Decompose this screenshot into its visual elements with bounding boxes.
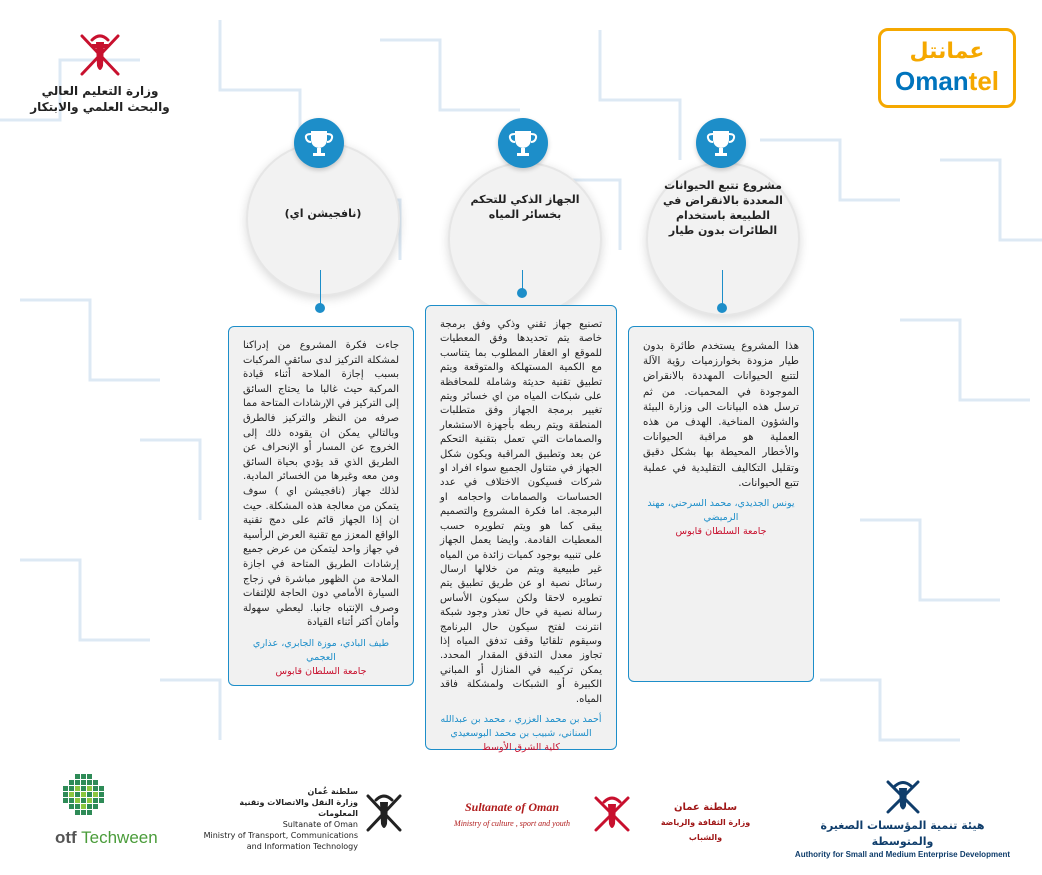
sme-authority-logo: [790, 776, 1015, 859]
project-2-title: الجهاز الذكي للتحكم بخسائر المياه: [470, 193, 580, 221]
omantel-logo-prefix: Oman: [894, 66, 969, 96]
culture-english-line2: Ministry of culture , sport and youth: [454, 819, 570, 828]
project-2-trophy-icon: [498, 118, 548, 168]
mtcit-logo: [198, 786, 418, 851]
mtcit-text: [198, 786, 358, 852]
project-1-institution: جامعة السلطان قابوس: [675, 526, 767, 538]
project-1-card: [628, 326, 814, 682]
omantel-logo-english: [881, 67, 1013, 95]
project-2-description: تصنيع جهاز تقني وذكي وفق برمجة خاصة يتم تحديدها وفق المعطيات للموقع او العقار المطلوب بما يتناسب مع الكمية المستهلكة والمتوقعة ويتم تطبيق تقنية حديثة وشاملة للمحافظة على شبكات المياه من اي خسائر ويتم تغيير برمجة الجهاز وفق متطلبات المنطقة ويتم ربطه بأجهزة الاستشعار والصمامات التي تعمل بتقنية التحكم عن بعد وتطبيق المراقبة ويكون شكل الجهاز في متناول الجميع سواء افراد او شركات فسيكون الاختلاف في عدد الحساسات والصمامات واحجامه او البرمجة. اما فكرة المشروع والتصميم يبقى كما هو ويتم تطويره حسب المعطيات القادمة. وايضا يعمل الجهاز على تنبيه بوجود كميات زائدة من المياه غير طبيعية ويتم من خلالها ارسال رسائل نصية او عن طريق تطبيق يتم تطويره لاحقا ولكن سيكون الأساس رسالة نصية في حال تعذر وجود شبكة انترنت لفتح سيكون حال البرنامج وسيقوم تلقائيا وقف تدفق المياه إذا تجاوز معدل التدفق المقدار المحدد. يمكن تركيبه في المنازل أو المباني الكبيرة أو الشبكات ولمشكلة فاقد المياه.: [440, 319, 602, 705]
project-3-title: (نافجيشن اي): [284, 207, 362, 220]
oman-crest-black-icon: [360, 788, 408, 838]
ministry-name-line2: والبحث العلمي والابتكار: [30, 100, 170, 114]
project-1-description: هذا المشروع يستخدم طائرة بدون طيار مزودة بخوارزميات رؤية الآلة لتتبع الحيوانات المهددة بالانقراض الموجودة في المحميات. من ثم ترسل هذه البيانات الى وزارة البيئة والشؤون المناخية. الهدف من هذه العملية هو مراقبة الحيوانات والأخطار المحيطة بها بشكل دقيق وتقليل التكاليف التقليدية في عملية تتبع الحيوانات.: [643, 340, 799, 489]
project-2-connector-dot: [517, 288, 527, 298]
otf-suffix: Techween: [81, 828, 158, 847]
omantel-logo-suffix: tel: [968, 66, 1000, 96]
ministry-higher-education-logo: [20, 28, 180, 118]
project-2-institution: كلية الشرق الأوسط: [482, 741, 560, 753]
otf-techween-wordmark: [55, 828, 175, 848]
otf-pixel-globe-icon: [61, 772, 105, 822]
project-1-title-circle: [646, 162, 800, 316]
project-1-connector-dot: [717, 303, 727, 313]
project-1-connector: [722, 270, 723, 306]
otf-techween-logo: [55, 772, 175, 852]
culture-arabic-line2: وزارة الثقافة والرياضة والشباب: [660, 818, 751, 842]
sme-authority-arabic: هيئة تنمية المؤسسات الصغيرة والمتوسطة: [820, 819, 985, 848]
project-3-institution: جامعة السلطان قابوس: [275, 665, 367, 677]
culture-arabic-line1: سلطنة عمان: [673, 802, 738, 813]
mtcit-arabic-line2: وزارة النقل والاتصالات وتقنية المعلومات: [239, 798, 358, 818]
ministry-name-line1: وزارة التعليم العالي: [41, 84, 159, 98]
project-3-card: [228, 326, 414, 686]
oman-crest-red-icon: [588, 790, 636, 838]
project-2-authors: أحمد بن محمد العزري ، محمد بن عبدالله السناني، شبيب بن محمد البوسعيدي: [440, 713, 602, 739]
project-3-authors: طيف البادي، موزة الجابري، عذاري العجمي: [252, 637, 390, 663]
mtcit-arabic-line1: سلطنة عُمان: [307, 787, 358, 796]
oman-crest-icon: [70, 28, 130, 83]
project-3-connector-dot: [315, 303, 325, 313]
otf-brand: otf: [55, 828, 77, 847]
mtcit-english-line1: Sultanate of Oman: [282, 820, 358, 829]
project-3-connector: [320, 270, 321, 306]
culture-english-line1: Sultanate of Oman: [464, 800, 560, 814]
ministry-culture-english-logo: [452, 800, 572, 840]
project-3-trophy-icon: [294, 118, 344, 168]
project-1-trophy-icon: [696, 118, 746, 168]
oman-crest-navy-icon: [880, 776, 926, 818]
sme-authority-english: Authority for Small and Medium Enterprise Development: [794, 850, 1011, 859]
ministry-culture-arabic-logo: [658, 800, 753, 842]
project-1-authors: يونس الجديدي، محمد السرحني، مهند الرميضي: [647, 498, 795, 524]
project-1-title: مشروع تتبع الحيوانات المعددة بالانقراض في الطبيعة باستخدام الطائرات بدون طيار: [663, 179, 783, 237]
omantel-logo-arabic: عمانتل: [909, 39, 985, 64]
mtcit-english-line2: Ministry of Transport, Communications and Information Technology: [203, 831, 358, 851]
project-3-description: جاءت فكرة المشروع من إدراكنا لمشكلة التركيز لدى سائقي المركبات بسبب إجازة الملاحة أثناء قيادة المركبة حيث غالبا ما يحتاج السائق إلى التركيز في الإرشادات المتاحة مما صرفه من النظر والتركيز فالطرق وبالتالي يمكن ان يقوده ذلك إلى الخروج عن المسار أو الإنحراف عن الطريق الذي قد يؤدي بحياة السائق ومن معه وغيرها من الخسائر المادية. لذلك جهاز (نافجيشن اي ) سوف يتمكن من معالجة هذه المشكلة. حيث ان إذا الجهاز قائم على دمج تقنية الواقع المعزز مع تقنية العرض الرأسية في جهاز واحد ليتمكن من عرض جميع إرشادات الطريق المتاحة في اجازة الملاحة من الظهور مباشرة في زجاج السيارة الأمامي دون الحاجة للإلتفات وصرف الإنتباه جانبا. ليعطي سهولة وأمان أكثر أثناء القيادة: [243, 340, 399, 629]
project-2-card: [425, 305, 617, 753]
omantel-logo: [878, 28, 1016, 108]
